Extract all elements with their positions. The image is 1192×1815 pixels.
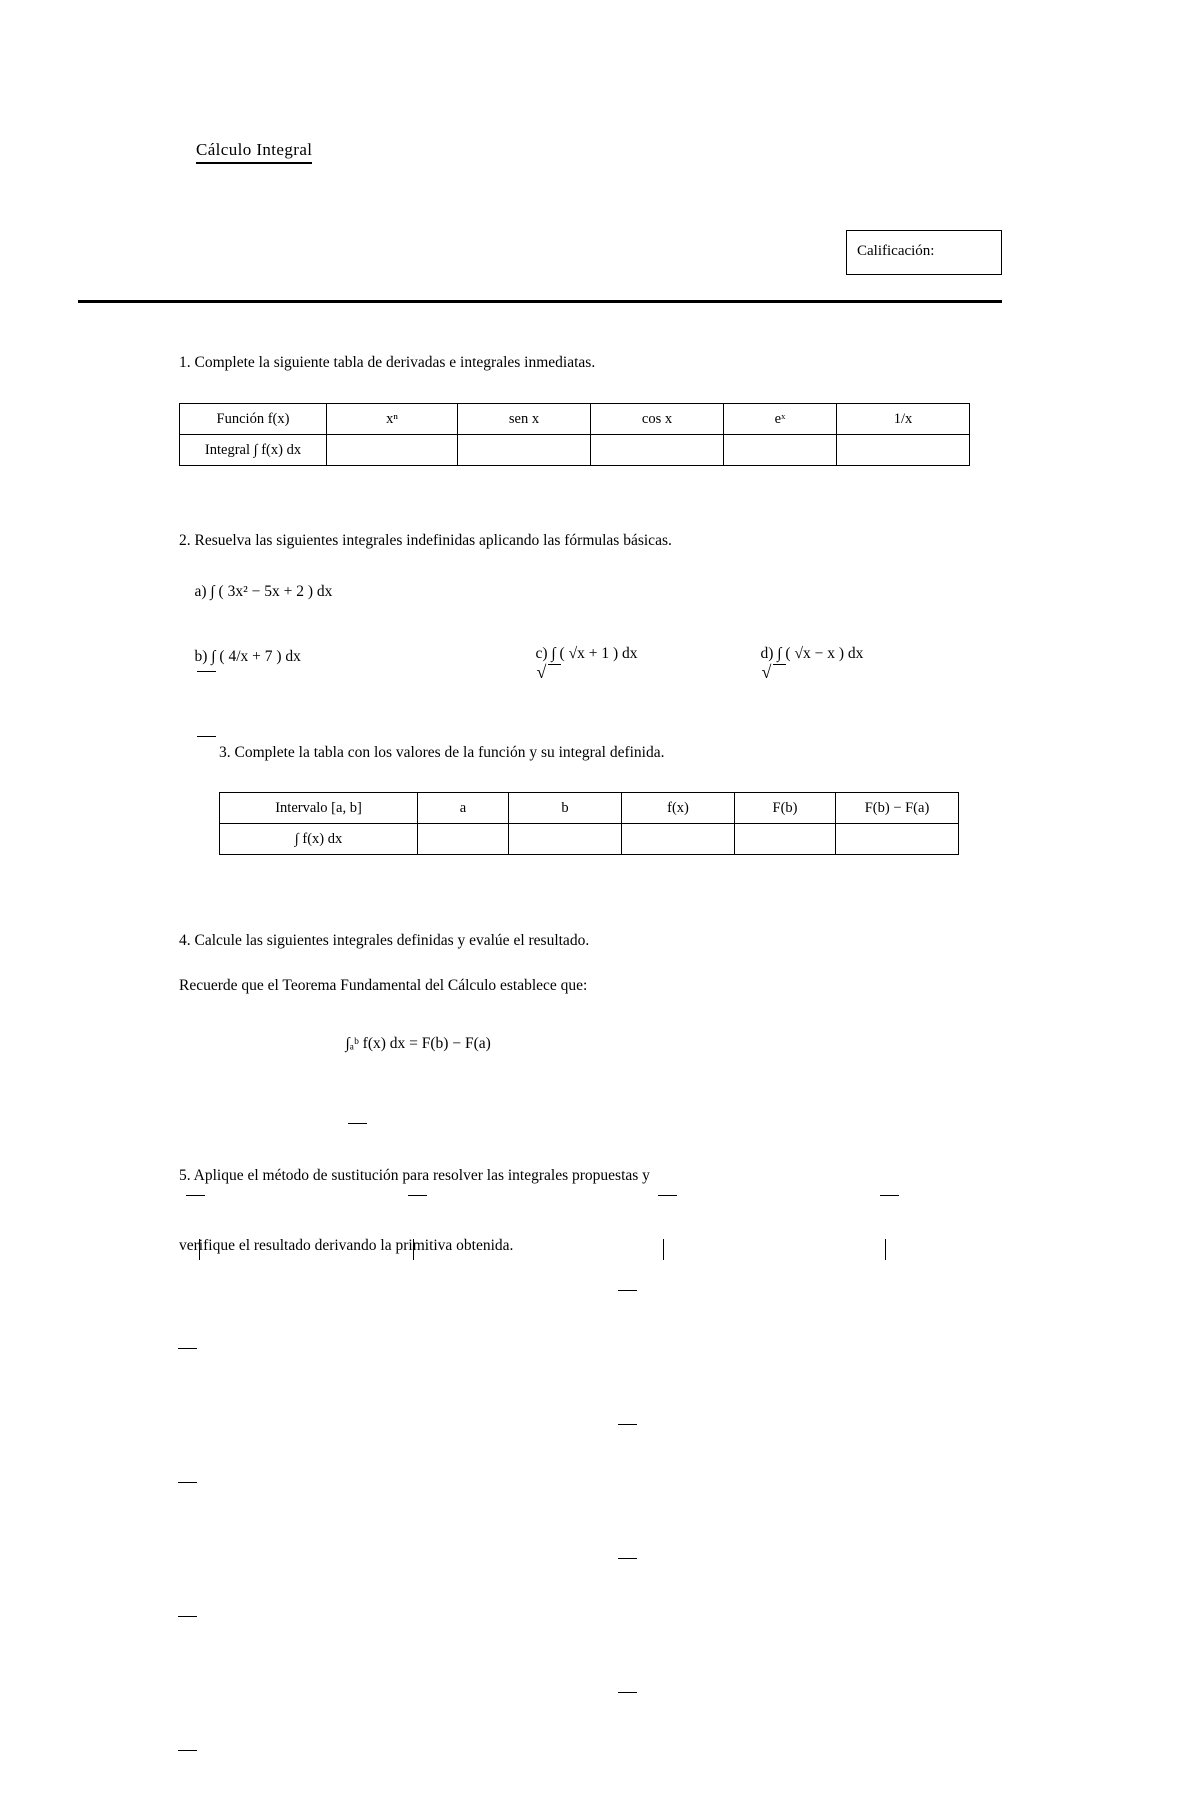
fraction-glyph xyxy=(178,1680,198,1793)
section4-line1: 4. Calcule las siguientes integrales definidas y evalúe el resultado. xyxy=(179,932,590,949)
fraction-glyph xyxy=(178,1278,198,1391)
fraction-denominator xyxy=(408,1195,428,1210)
fraction-numerator xyxy=(618,1516,638,1530)
section4-formula-text: ∫ₐᵇ f(x) dx = F(b) − F(a) xyxy=(345,1035,491,1052)
derivatives-table xyxy=(179,403,970,466)
fraction-glyph xyxy=(618,1488,638,1601)
table-row-label: ∫ f(x) dx xyxy=(220,824,418,855)
sqrt-icon xyxy=(537,664,562,686)
page-title: Cálculo Integral xyxy=(196,140,312,164)
fraction-numerator xyxy=(178,1306,198,1320)
fraction-denominator xyxy=(880,1195,900,1210)
table-answer-cell[interactable] xyxy=(591,435,724,466)
fraction-denominator xyxy=(197,736,217,751)
fraction-denominator xyxy=(618,1424,638,1439)
table-answer-cell[interactable] xyxy=(735,824,836,855)
fraction-glyph xyxy=(348,1053,368,1166)
fraction-numerator xyxy=(178,1574,198,1588)
fraction-denominator xyxy=(348,1123,368,1138)
radicand xyxy=(773,664,787,686)
section2-item-b-text: b) ∫ ( 4/x + 7 ) dx xyxy=(194,648,301,665)
table-header-cell: F(b) − F(a) xyxy=(836,793,959,824)
table-header-cell: eˣ xyxy=(724,404,837,435)
section5-fraction-row-2 xyxy=(160,1258,199,1815)
fraction-numerator xyxy=(197,694,217,708)
table-answer-cell[interactable] xyxy=(837,435,970,466)
table-row xyxy=(220,824,959,855)
section5-line2: verifique el resultado derivando la primitiva obtenida. xyxy=(179,1237,514,1254)
section1-intro: 1. Complete la siguiente tabla de derivadas e integrales inmediatas. xyxy=(179,354,596,371)
section5-line1: 5. Aplique el método de sustitución para resolver las integrales propuestas y xyxy=(179,1167,650,1184)
fraction-glyph xyxy=(618,1354,638,1467)
fraction-numerator xyxy=(618,1650,638,1664)
fraction-denominator xyxy=(658,1195,678,1210)
table-header-cell: b xyxy=(509,793,622,824)
table-header-cell: 1/x xyxy=(837,404,970,435)
table-row xyxy=(180,404,970,435)
fraction-numerator xyxy=(178,1708,198,1722)
table-header-cell: Intervalo [a, b] xyxy=(220,793,418,824)
section3-intro: 3. Complete la tabla con los valores de la función y su integral definida. xyxy=(219,744,665,761)
fraction-denominator xyxy=(618,1558,638,1573)
fraction-denominator xyxy=(178,1482,198,1497)
section2-item-d xyxy=(745,622,863,707)
section2-item-c xyxy=(520,622,637,707)
table-header-cell: a xyxy=(418,793,509,824)
section5-fraction-row-1 xyxy=(600,1200,639,1757)
table-row-label: Integral ∫ f(x) dx xyxy=(180,435,327,466)
fraction-glyph xyxy=(197,666,217,779)
fraction-glyph xyxy=(178,1412,198,1525)
section4-line2: Recuerde que el Teorema Fundamental del Cálculo establece que: xyxy=(179,977,588,994)
section2-item-b xyxy=(179,625,301,801)
table-row xyxy=(220,793,959,824)
table-answer-cell[interactable] xyxy=(724,435,837,466)
table-header-cell: F(b) xyxy=(735,793,836,824)
table-answer-cell[interactable] xyxy=(458,435,591,466)
fraction-numerator xyxy=(618,1382,638,1396)
table-header-cell: xⁿ xyxy=(327,404,458,435)
definite-integral-table xyxy=(219,792,959,855)
fraction-denominator xyxy=(178,1616,198,1631)
table-header-cell: sen x xyxy=(458,404,591,435)
fraction-denominator xyxy=(618,1692,638,1707)
fraction-glyph xyxy=(618,1622,638,1735)
table-answer-cell[interactable] xyxy=(622,824,735,855)
section2-line1: 2. Resuelva las siguientes integrales indefinidas aplicando las fórmulas básicas. xyxy=(179,532,672,549)
fraction-numerator xyxy=(348,1081,368,1095)
table-header-cell: Función f(x) xyxy=(180,404,327,435)
score-box[interactable] xyxy=(846,230,1002,275)
fraction-numerator xyxy=(178,1440,198,1454)
table-answer-cell[interactable] xyxy=(327,435,458,466)
table-header-cell: f(x) xyxy=(622,793,735,824)
section2-item-d-text: d) ∫ ( √x − x ) dx xyxy=(760,645,864,662)
fraction-glyph xyxy=(178,1546,198,1659)
section2-item-a-text: a) ∫ ( 3x² − 5x + 2 ) dx xyxy=(194,583,333,600)
table-answer-cell[interactable] xyxy=(836,824,959,855)
fraction-denominator xyxy=(186,1195,206,1210)
table-header-cell: cos x xyxy=(591,404,724,435)
sqrt-icon xyxy=(762,664,787,686)
fraction-denominator xyxy=(178,1750,198,1765)
table-row xyxy=(180,435,970,466)
fraction-denominator xyxy=(618,1290,638,1305)
table-answer-cell[interactable] xyxy=(418,824,509,855)
section2-item-c-text: c) ∫ ( √x + 1 ) dx xyxy=(535,645,638,662)
score-box-label: Calificación: xyxy=(857,243,935,259)
radicand xyxy=(548,664,562,686)
header-divider xyxy=(78,300,1002,303)
fraction-denominator xyxy=(178,1348,198,1363)
table-answer-cell[interactable] xyxy=(509,824,622,855)
